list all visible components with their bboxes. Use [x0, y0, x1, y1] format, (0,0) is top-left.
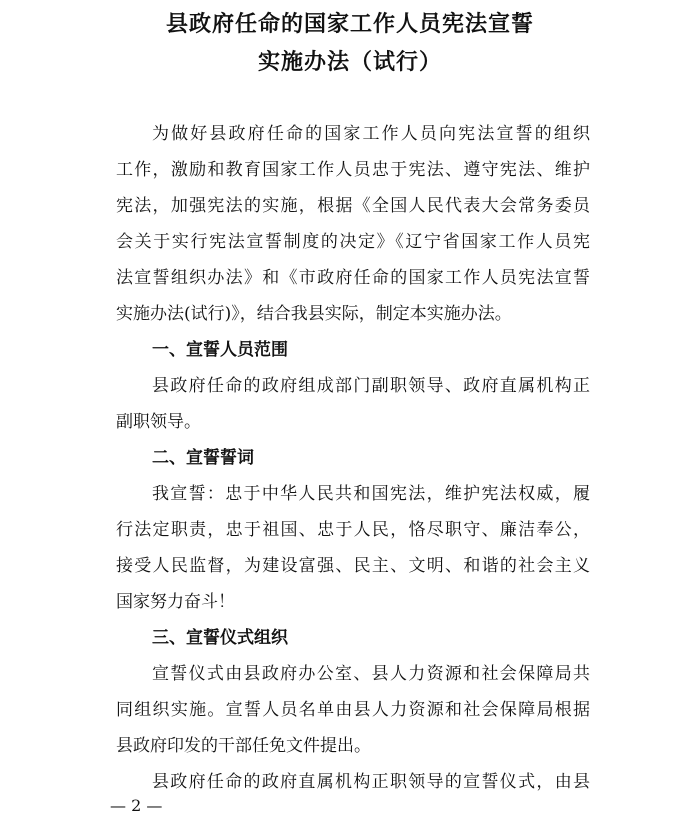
section-heading-oath: 二、宣誓誓词 — [152, 448, 254, 468]
section-line: 县政府任命的政府组成部门副职领导、政府直属机构正 — [152, 376, 590, 396]
section-line: 同组织实施。宣誓人员名单由县人力资源和社会保障局根据 — [116, 700, 590, 720]
section-line: 宣誓仪式由县政府办公室、县人力资源和社会保障局共 — [152, 664, 590, 684]
intro-line: 会关于实行宪法宣誓制度的决定》《辽宁省国家工作人员宪 — [116, 232, 590, 252]
intro-line: 为做好县政府任命的国家工作人员向宪法宣誓的组织 — [152, 124, 590, 144]
intro-line: 宪法，加强宪法的实施，根据《全国人民代表大会常务委员 — [116, 196, 590, 216]
section-line: 行法定职责，忠于祖国、忠于人民，恪尽职守、廉洁奉公， — [116, 520, 590, 540]
section-heading-ceremony: 三、宣誓仪式组织 — [152, 628, 288, 648]
document-title-line-2: 实施办法（试行） — [257, 50, 442, 75]
section-line: 县政府印发的干部任免文件提出。 — [116, 736, 371, 756]
section-heading-scope: 一、宣誓人员范围 — [152, 340, 288, 360]
document-title-line-1: 县政府任命的国家工作人员宪法宣誓 — [165, 12, 534, 37]
intro-line: 工作，激励和教育国家工作人员忠于宪法、遵守宪法、维护 — [116, 160, 590, 180]
trailing-line: 县政府任命的政府直属机构正职领导的宣誓仪式，由县 — [152, 772, 590, 792]
section-line: 接受人民监督，为建设富强、民主、文明、和谐的社会主义 — [116, 556, 590, 576]
page-number: — 2 — — [110, 796, 163, 815]
section-line: 我宣誓：忠于中华人民共和国宪法，维护宪法权威，履 — [152, 484, 590, 504]
section-line: 国家努力奋斗！ — [116, 592, 235, 612]
intro-line: 法宣誓组织办法》和《市政府任命的国家工作人员宪法宣誓 — [116, 268, 590, 288]
intro-line: 实施办法(试行)》，结合我县实际，制定本实施办法。 — [116, 304, 512, 324]
section-line: 副职领导。 — [116, 412, 201, 432]
